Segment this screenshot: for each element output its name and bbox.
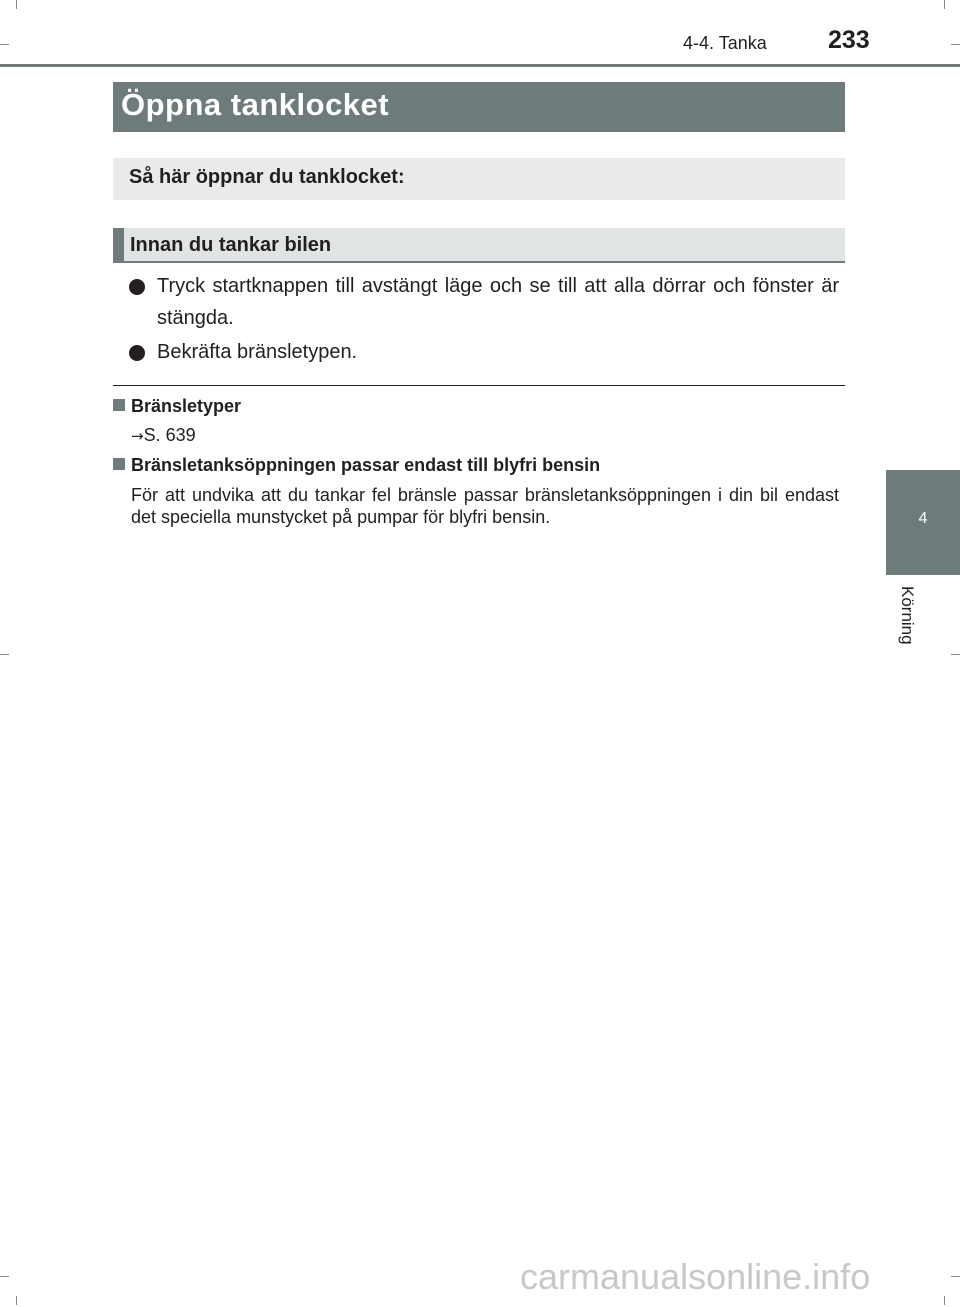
bullet-icon (129, 345, 145, 361)
chapter-label (893, 586, 917, 666)
note-heading-text: Bränsletyper (131, 396, 242, 416)
header-rule (0, 64, 960, 67)
crop-mark (944, 1296, 945, 1305)
square-bullet-icon (113, 458, 125, 470)
subheading-text: Innan du tankar bilen (130, 234, 332, 256)
crop-mark (16, 0, 17, 9)
intro-text: Så här öppnar du tanklocket: (129, 166, 405, 188)
running-section-title: 4-4. Tanka (683, 33, 767, 53)
chapter-tab (886, 470, 960, 575)
page-title: Öppna tanklocket (121, 87, 390, 122)
square-bullet-icon (113, 399, 125, 411)
section-title-bar (113, 82, 845, 132)
note-text: För att undvika att du tankar fel bränsle passar bränsletanksöppningen i din bil endast det speciella munstycket på pumpar för blyfri bensin. (131, 485, 839, 527)
arrow-right-icon: → (131, 427, 144, 445)
crop-mark (16, 1296, 17, 1305)
crop-mark (951, 1276, 960, 1277)
note-heading (113, 396, 241, 417)
list-item (127, 336, 839, 368)
bullet-text: Bekräfta bränsletypen. (157, 341, 358, 363)
chapter-number: 4 (918, 510, 928, 527)
crop-mark (951, 44, 960, 45)
watermark: carmanualsonline.info (520, 1256, 871, 1297)
crop-mark (0, 654, 9, 655)
list-item (127, 270, 839, 334)
note-heading (113, 455, 600, 476)
bullet-list (127, 270, 839, 370)
subheading-bar (113, 228, 845, 263)
page-reference: S. 639 (143, 425, 196, 445)
bullet-text: Tryck startknappen till avstängt läge och se till att alla dörrar och fönster är stängda. (157, 275, 839, 329)
crop-mark (0, 44, 9, 45)
section-divider (113, 385, 845, 386)
chapter-label-text: Körning (898, 586, 917, 645)
crop-mark (0, 1276, 9, 1277)
crop-mark (944, 0, 945, 9)
crop-mark (951, 654, 960, 655)
bullet-icon (129, 279, 145, 295)
note-text (131, 424, 839, 447)
intro-box (113, 158, 845, 200)
note-heading-text: Bränsletanksöppningen passar endast till blyfri bensin (131, 455, 601, 475)
page-number: 233 (828, 26, 870, 54)
